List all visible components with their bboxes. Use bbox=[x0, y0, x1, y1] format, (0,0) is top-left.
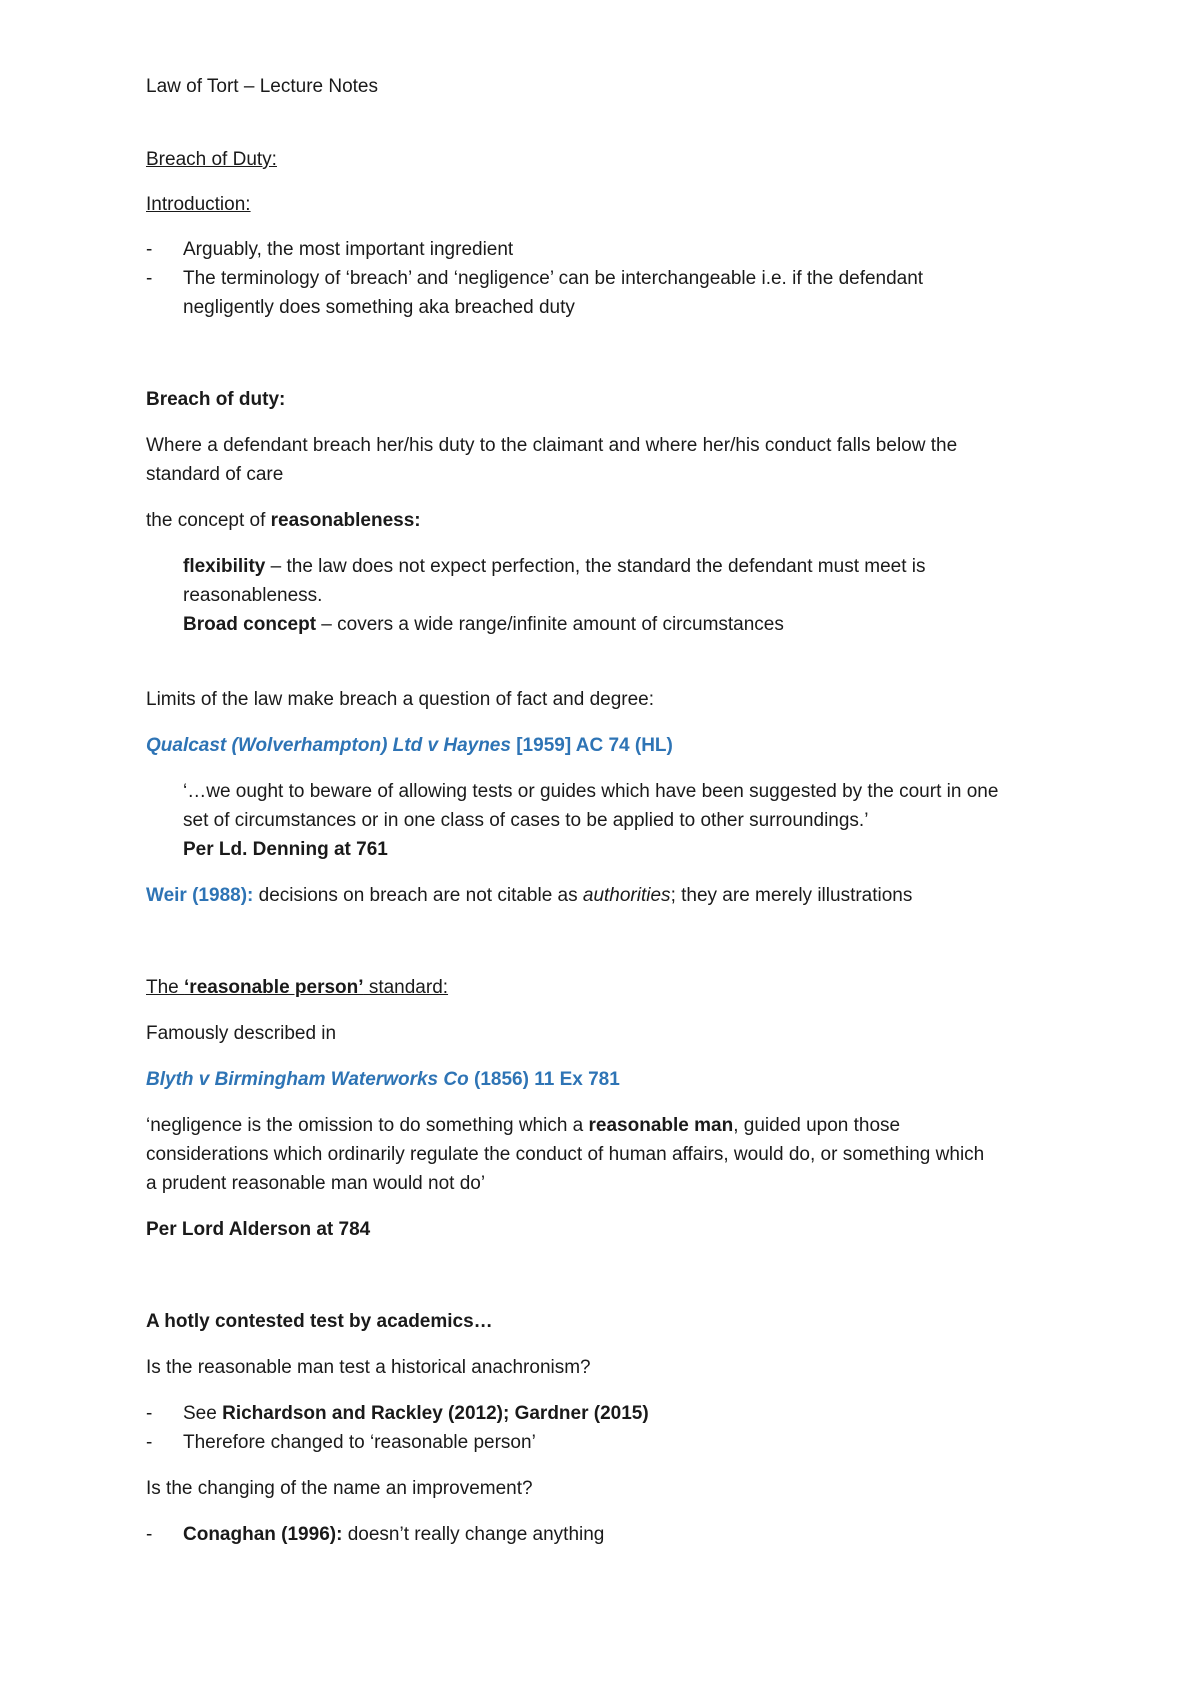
concept-keyword: reasonableness: bbox=[270, 510, 421, 531]
qualcast-case-name: Qualcast (Wolverhampton) Ltd v Haynes bbox=[146, 735, 511, 756]
blyth-quote-1a: ‘negligence is the omission to do something which a bbox=[146, 1115, 589, 1136]
limits-of-law-line: Limits of the law make breach a question of fact and degree: bbox=[146, 689, 655, 710]
weir-line bbox=[146, 884, 912, 908]
conaghan-reference: Conaghan (1996): bbox=[183, 1524, 343, 1545]
blyth-citation: (1856) 11 Ex 781 bbox=[468, 1069, 620, 1090]
weir-reference: Weir (1988): bbox=[146, 885, 254, 906]
rp-heading-bold: ‘reasonable person’ bbox=[184, 977, 364, 998]
qualcast-per-denning: Per Ld. Denning at 761 bbox=[183, 839, 388, 860]
contested-heading: A hotly contested test by academics… bbox=[146, 1311, 493, 1332]
blyth-quote-line-1 bbox=[146, 1114, 900, 1138]
broad-concept-text: – covers a wide range/infinite amount of circumstances bbox=[316, 614, 784, 635]
anachronism-question: Is the reasonable man test a historical anachronism? bbox=[146, 1357, 591, 1378]
flexibility-text: – the law does not expect perfection, the standard the defendant must meet is bbox=[265, 556, 926, 577]
improvement-question: Is the changing of the name an improvement? bbox=[146, 1478, 533, 1499]
weir-italic: authorities bbox=[582, 885, 671, 906]
qualcast-citation: [1959] AC 74 (HL) bbox=[510, 735, 673, 756]
document-title: Law of Tort – Lecture Notes bbox=[146, 76, 378, 97]
concept-prefix: the concept of bbox=[146, 510, 271, 531]
reasonableness-concept bbox=[146, 509, 421, 533]
see-authors: Richardson and Rackley (2012); Gardner (2015) bbox=[222, 1403, 649, 1424]
reasonable-person-heading bbox=[146, 976, 448, 1000]
rp-heading-suffix: standard: bbox=[363, 977, 449, 998]
see-prefix: See bbox=[183, 1403, 223, 1424]
intro-bullet-1: Arguably, the most important ingredient bbox=[183, 239, 514, 260]
blyth-per-alderson: Per Lord Alderson at 784 bbox=[146, 1219, 371, 1240]
section-heading-breach: Breach of Duty: bbox=[146, 149, 277, 170]
intro-bullet-2: The terminology of ‘breach’ and ‘negligence’ can be interchangeable i.e. if the defendant bbox=[183, 268, 924, 289]
intro-bullet-2-cont: negligently does something aka breached duty bbox=[183, 297, 575, 318]
blyth-quote-line-3: a prudent reasonable man would not do’ bbox=[146, 1173, 486, 1194]
breach-definition-line-1: Where a defendant breach her/his duty to the claimant and where her/his conduct falls below the bbox=[146, 435, 958, 456]
breach-definition-line-2: standard of care bbox=[146, 464, 284, 485]
weir-text-2: ; they are merely illustrations bbox=[670, 885, 913, 906]
bullet-dash: - bbox=[146, 239, 153, 260]
intro-heading: Introduction: bbox=[146, 194, 251, 215]
blyth-quote-line-2: considerations which ordinarily regulate the conduct of human affairs, would do, or something which bbox=[146, 1144, 985, 1165]
famously-described: Famously described in bbox=[146, 1023, 337, 1044]
bullet-dash: - bbox=[146, 268, 153, 289]
bullet-dash: - bbox=[146, 1432, 153, 1453]
flexibility-line bbox=[183, 555, 926, 579]
conaghan-text: doesn’t really change anything bbox=[342, 1524, 605, 1545]
bullet-dash: - bbox=[146, 1403, 153, 1424]
flexibility-line-2: reasonableness. bbox=[183, 585, 323, 606]
blyth-quote-bold: reasonable man bbox=[588, 1115, 734, 1136]
blyth-case-citation bbox=[146, 1068, 620, 1092]
weir-text-1: decisions on breach are not citable as bbox=[253, 885, 583, 906]
flexibility-term: flexibility bbox=[183, 556, 266, 577]
blyth-case-name: Blyth v Birmingham Waterworks Co bbox=[146, 1069, 469, 1090]
qualcast-quote-line-1: ‘…we ought to beware of allowing tests or guides which have been suggested by the court in one bbox=[183, 781, 999, 802]
qualcast-quote-line-2: set of circumstances or in one class of cases to be applied to other surroundings.’ bbox=[183, 810, 869, 831]
qualcast-case-citation bbox=[146, 734, 673, 758]
broad-concept-term: Broad concept bbox=[183, 614, 317, 635]
broad-concept-line bbox=[183, 613, 784, 637]
blyth-quote-1c: , guided upon those bbox=[733, 1115, 901, 1136]
bullet-dash: - bbox=[146, 1524, 153, 1545]
breach-of-duty-heading: Breach of duty: bbox=[146, 389, 286, 410]
rp-heading-prefix: The bbox=[146, 977, 185, 998]
conaghan-bullet bbox=[183, 1523, 604, 1547]
changed-bullet: Therefore changed to ‘reasonable person’ bbox=[183, 1432, 536, 1453]
see-authors-bullet bbox=[183, 1402, 649, 1426]
